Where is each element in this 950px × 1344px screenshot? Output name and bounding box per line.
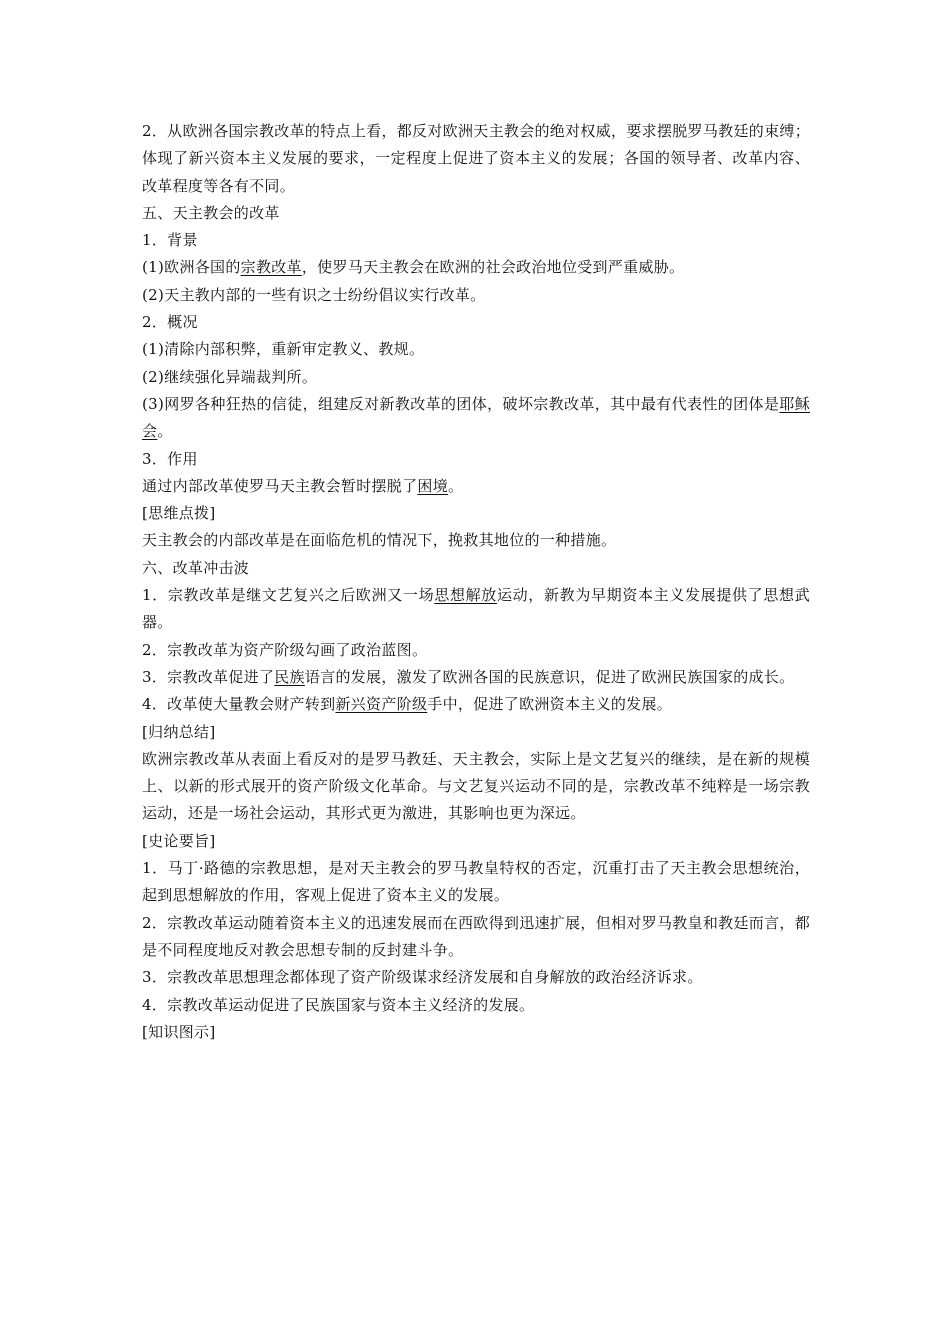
list-item-thesis-2: 2．宗教改革运动随着资本主义的迅速发展而在西欧得到迅速扩展，但相对罗马教皇和教廷而言，都是不同程度地反对教会思想专制的反封建斗争。	[142, 913, 810, 959]
fill-in-answer: 宗教改革	[240, 258, 302, 277]
list-item-background-2: (2)天主教内部的一些有识之士纷纷倡议实行改革。	[142, 285, 486, 304]
label-summary: [归纳总结]	[142, 722, 216, 741]
list-item-thesis-4: 4．宗教改革运动促进了民族国家与资本主义经济的发展。	[142, 995, 535, 1014]
fill-in-answer: 困境	[417, 476, 449, 495]
list-item-impact-4: 4．改革使大量教会财产转到新兴资产阶级手中，促进了欧洲资本主义的发展。	[142, 695, 673, 714]
fill-in-answer: 思想解放	[434, 586, 497, 605]
subheading-background: 1．背景	[142, 231, 198, 250]
list-item-overview-1: (1)清除内部积弊，重新审定教义、教规。	[142, 340, 425, 359]
fill-in-answer: 民族	[274, 667, 305, 686]
list-item-thesis-1: 1．马丁·路德的宗教思想，是对天主教会的罗马教皇特权的否定，沉重打击了天主教会思想统治，起到思想解放的作用，客观上促进了资本主义的发展。	[142, 859, 810, 905]
fill-in-answer: 耶稣会	[142, 394, 810, 441]
list-item-impact-2: 2．宗教改革为资产阶级勾画了政治蓝图。	[142, 640, 428, 659]
subheading-overview: 2．概况	[142, 313, 198, 332]
label-thinking-tips: [思维点拨]	[142, 504, 216, 523]
paragraph-effect: 通过内部改革使罗马天主教会暂时摆脱了困境。	[142, 476, 464, 495]
fill-in-answer: 新兴资产阶级	[335, 695, 428, 714]
list-item-overview-3: (3)网罗各种狂热的信徒，组建反对新教改革的团体，破坏宗教改革，其中最有代表性的团体是耶稣会。	[142, 394, 810, 441]
paragraph-reform-characteristics: 2．从欧洲各国宗教改革的特点上看，都反对欧洲天主教会的绝对权威，要求摆脱罗马教廷的束缚；体现了新兴资本主义发展的要求，一定程度上促进了资本主义的发展；各国的领导者、改革内容、改革程度等各有不同。	[142, 122, 810, 195]
list-item-overview-2: (2)继续强化异端裁判所。	[142, 367, 318, 386]
label-knowledge-diagram: [知识图示]	[142, 1022, 216, 1041]
list-item-impact-1: 1．宗教改革是继文艺复兴之后欧洲又一场思想解放运动，新教为早期资本主义发展提供了思想武器。	[142, 586, 810, 632]
document-body	[142, 118, 810, 1046]
list-item-impact-3: 3．宗教改革促进了民族语言的发展，激发了欧洲各国的民族意识，促进了欧洲民族国家的成长。	[142, 667, 795, 686]
label-historical-theses: [史论要旨]	[142, 831, 216, 850]
subheading-effect: 3．作用	[142, 449, 198, 468]
heading-catholic-reform: 五、天主教会的改革	[142, 203, 280, 222]
heading-reform-impact: 六、改革冲击波	[142, 558, 250, 577]
list-item-background-1: (1)欧洲各国的宗教改革，使罗马天主教会在欧洲的社会政治地位受到严重威胁。	[142, 258, 685, 277]
list-item-thesis-3: 3．宗教改革思想理念都体现了资产阶级谋求经济发展和自身解放的政治经济诉求。	[142, 968, 703, 987]
paragraph-thinking-tips: 天主教会的内部改革是在面临危机的情况下，挽救其地位的一种措施。	[142, 531, 617, 550]
paragraph-summary: 欧洲宗教改革从表面上看反对的是罗马教廷、天主教会，实际上是文艺复兴的继续，是在新的规模上、以新的形式展开的资产阶级文化革命。与文艺复兴运动不同的是，宗教改革不纯粹是一场宗教运动，还是一场社会运动，其形式更为激进，其影响也更为深远。	[142, 749, 810, 823]
